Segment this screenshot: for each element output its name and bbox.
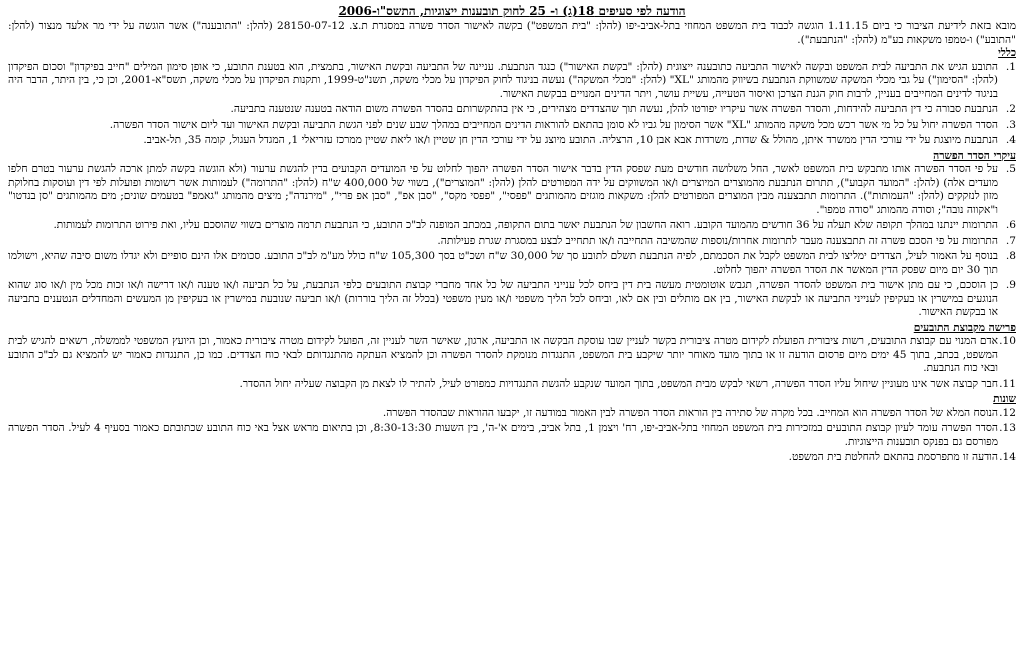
notice-section (8, 47, 1016, 148)
clause-text: הסדר הפשרה יחול על כל מי אשר רכש מכל משקה מהמותג "XL" אשר הסימון על גביו לא סומן בהתאם להוראות הדינים המחייבים במהלך שבע שנים לפני הגשת התביעה ובקשת האישור ועד ליום אישור הסדר הפשרה. (109, 118, 998, 131)
clause-text: התובע הגיש את התביעה לבית המשפט ובקשה לאישור התביעה כתובענה ייצוגית (להלן: "בקשת האישור") כנגד הנתבעת. עניינה של התביעה ובקשת האישור, בתמצית, הוא בטענת התובע, כי אופן סימון המילים "חייב בפיקדון" וסכום הפיקדון (להלן: "הסימון") על גבי מכלי המשקה שמשווקת הנתבעת בשיווק מהמותג "XL" (להלן: "מכלי המשקה") נעשה בניגוד לחוק הפיקדון על מכלי משקה, תשנ"ט-1999, ותקנות הפיקדון על מכלי משקה, תשס"א-2001, וכן כי, בין היתר, הדבר היה בניגוד לדינים המחייבים בעניין, לרבות חוק הגנת הצרכן ואיסור הטעייה, עשיית עושר, ויתר הדינים המנויים בבקשת האישור. (8, 60, 999, 100)
numbered-clause (8, 61, 1016, 102)
numbered-clause (8, 163, 1016, 217)
clause-text: כן הוסכם, כי עם מתן אישור בית המשפט להסדר הפשרה, תגבש אוטומטית מעשה בית דין ביחס לכל ענייני התביעה של כל אחד מחברי קבוצת התובעים כלפי הנתבעת, על כל תביעה ו/או טענה ו/או דרישה ו/או זכות מכל מין ו/או סוג שהוא הנוגעים במישרין או בעקיפין לענייני התביעה או לבקשת האישור, בין אם מותלים ובין אם לאו, וביחס לכל הליך משפטי ו/או מעין משפטי (בכלל זה הליך בוררות) ו/או תביעה שנובעת במישרין או בעקיפין מן המעשים והמחדלים הנטענים בתביעה או בבקשת האישור. (8, 279, 998, 318)
clause-text: הנוסח המלא של הסדר הפשרה הוא המחייב. בכל מקרה של סתירה בין הוראות הסדר הפשרה לבין האמור במודעה זו, יקבעו ההוראות שבהסדר הפשרה. (382, 406, 998, 419)
clause-text: על פי הסדר הפשרה אותו מתבקש בית המשפט לאשר, החל משלושה חודשים מעת שפסק הדין בדבר אישור הסדר הפשרה יהפוך לחלוט על פי המועדים הקבועים בדין להגשת ערעור (ולא הוגשה בקשה למתן ארכה להגשת ערעור בטרם חלפו מועדים אלה) (להלן: "המועד הקבוע"), תתרום הנתבעת מהמוצרים המיוצרים ו/או המשווקים על ידה המפורטים להלן (להלן: "המוצרים"), בשווי של 400,000 ש"ח (להלן: "התרומה") לעמותות אשר רשומות ופועלות לפי דין ועוסקות בחלוקת מזון לנזקקים (להלן: "העמותות"). התרומות תתבצענה מבין המוצרים המפורטים להלן: משקאות מוגזים מהמותגים "פפסי", "פפסי מקס", "סבן אפ", "סבן אפ פרי", "מירנדה"; מיצים מהמותג "גאמפ" בטעמים שונים; מים מהמותגים "סן בנדטו" ו"אקווה נובה"; וסודה מהמותג "סודה טמפו". (8, 163, 998, 216)
clause-number: 7. (1005, 234, 1016, 247)
numbered-clause (8, 422, 1016, 449)
notice-intro: מובא בזאת לידיעת הציבור כי ביום 1.11.15 הוגשה לכבוד בית המשפט המחוזי בתל-אביב-יפו (להלן: "בית המשפט") בקשה לאישור הסדר פשרה במסגרת ת.צ. 28150-07-12 (להלן: "התובענה") אשר הוגשה על ידי מר אלעד מנצור (להלן: "התובע") ו-טמפו משקאות בע"מ (להלן: "הנתבעת"). (8, 20, 1017, 46)
notice-section (8, 393, 1016, 465)
clause-number: 3. (1005, 118, 1016, 131)
clause-number: 14. (999, 451, 1016, 463)
clause-text: חבר קבוצה אשר אינו מעוניין שיחול עליו הסדר הפשרה, רשאי לבקש מבית המשפט, בתוך המועד שנקבע להגשת התנגדויות כמפורט לעיל, להתיר לו לצאת מן הקבוצה שעליה יחול ההסדר. (239, 377, 998, 390)
clause-text: הסדר הפשרה עומד לעיון קבוצת התובעים במזכירות בית המשפט המחוזי בתל-אביב-יפו, רח' ויצמן 1, בתל אביב, בימים א'-ה', בין השעות 8:30-13:30, וכן בתיאום מראש אצל באי כוח התובע שכתובתם כאמור בסעיף 4 לעיל. הסדר הפשרה מפורסם גם בפנקס תובענות הייצוגיות. (8, 422, 999, 448)
numbered-clause (8, 378, 1016, 392)
clause-number: 8. (1005, 250, 1016, 262)
numbered-clause (8, 250, 1016, 277)
numbered-clause (8, 119, 1016, 133)
numbered-clause (8, 279, 1016, 320)
numbered-clause (8, 134, 1016, 148)
notice-section (8, 322, 1016, 392)
clause-number: 1. (1005, 60, 1016, 73)
clause-number: 2. (1005, 103, 1016, 115)
numbered-clause (8, 219, 1016, 233)
clause-number: 5. (1005, 163, 1016, 175)
clause-text: הנתבעת מיוצגת על ידי עורכי הדין ממשרד איתן, מהולל & שדות, משרדות אבא אבן 10, הרצליה. התובע מיוצג על ידי עורכי הדין חן שטיין ו/או ליאת שטיין ממרכז עזריאלי 1, המגדל העגול, קומה 35, תל-אביב. (143, 134, 998, 146)
numbered-clause (8, 407, 1016, 421)
numbered-clause (8, 103, 1016, 117)
section-heading: שונות (993, 393, 1016, 405)
clause-text: בנוסף על האמור לעיל, הצדדים ימליצו לבית המשפט לקבל את הסכמתם, לפיה הנתבעת תשלם לתובע סך של 30,000 ש"ח ושכ"ט בסך 105,300 ש"ח כולל מע"מ לב"כ התובע. סכומים אלו הינם סופיים ולא יגדלו משום סיבה שהיא, וישולמו תוך 30 יום מיום שפסק הדין המאשר את הסדר הפשרה יהפוך לחלוט. (8, 250, 998, 276)
section-heading: עיקרי הסדר הפשרה (933, 149, 1016, 162)
clause-number: 12. (999, 406, 1016, 419)
numbered-clause (8, 335, 1016, 376)
clause-number: 11. (999, 377, 1016, 390)
clause-text: הנתבעת סבורה כי דין התביעה להידחות, והסדר הפשרה אשר עיקריו יפורטו להלן, נעשה תוך שהצדדים מצהירים, כי אין בהתקשרותם בהסדר הפשרה משום הודאה בטענה שנטענה בתביעה. (230, 103, 998, 115)
clause-number: 9. (1005, 279, 1016, 291)
clause-text: אדם המנוי עם קבוצת התובעים, רשות ציבורית הפועלת לקידום מטרה ציבורית בקשר לעניין שבו עוסקת הבקשה או התביעה, ארגון, שאישר השר לעניין זה, הפועל לקידום מטרה ציבורית כאמור, וכן היועץ המשפטי לממשלה, רשאים להגיש לבית המשפט, בכתב, בתוך 45 ימים מיום פרסום הודעה זו או בתוך מועד מאוחר יותר שיקבע בית המשפט, התנגדות מנומקת להסדר הפשרה וכן להמציא העתקה מהתנגדותם לבאי כוח הצדדים. כמו כן, התנגדות כאמור יש להמציא גם לב"כ התובע ובאי כוח הנתבעת. (8, 335, 998, 374)
notice-title: הודעה לפי סעיפים 18(ג) ו- 25 לחוק תובענות ייצוגיות, התשס"ו-2006 (338, 4, 686, 18)
clause-number: 6. (1005, 219, 1016, 231)
clause-number: 10. (999, 335, 1016, 347)
notice-section (8, 150, 1016, 320)
notice-sections (8, 47, 1016, 465)
clause-number: 13. (999, 422, 1016, 434)
clause-number: 4. (1005, 134, 1016, 146)
numbered-clause (8, 451, 1016, 465)
section-heading: פרישה מקבוצת התובעים (913, 321, 1016, 334)
clause-text: התרומות יינתנו במהלך תקופה שלא תעלה על 36 חודשים מהמועד הקובע. רואה החשבון של הנתבעת יאשר בתום התקופה, במכתב המופנה לב"כ התובע, כי הנתבעת תרמה מוצרים בשווי שהוסכם עליו, ואת פירוט התרומות לעמותות. (53, 219, 998, 231)
section-heading: כללי (998, 47, 1016, 59)
clause-text: התרומות על פי הסכם פשרה זה תתבצענה מעבר לתרומות אחרות/נוספות שהמשיבה התחייבה ו/או תתחייב לבצע במסגרת שגרת פעילותה. (437, 234, 998, 247)
numbered-clause (8, 235, 1016, 249)
clause-text: הודעה זו מתפרסמת בהתאם להחלטת בית המשפט. (788, 451, 998, 463)
